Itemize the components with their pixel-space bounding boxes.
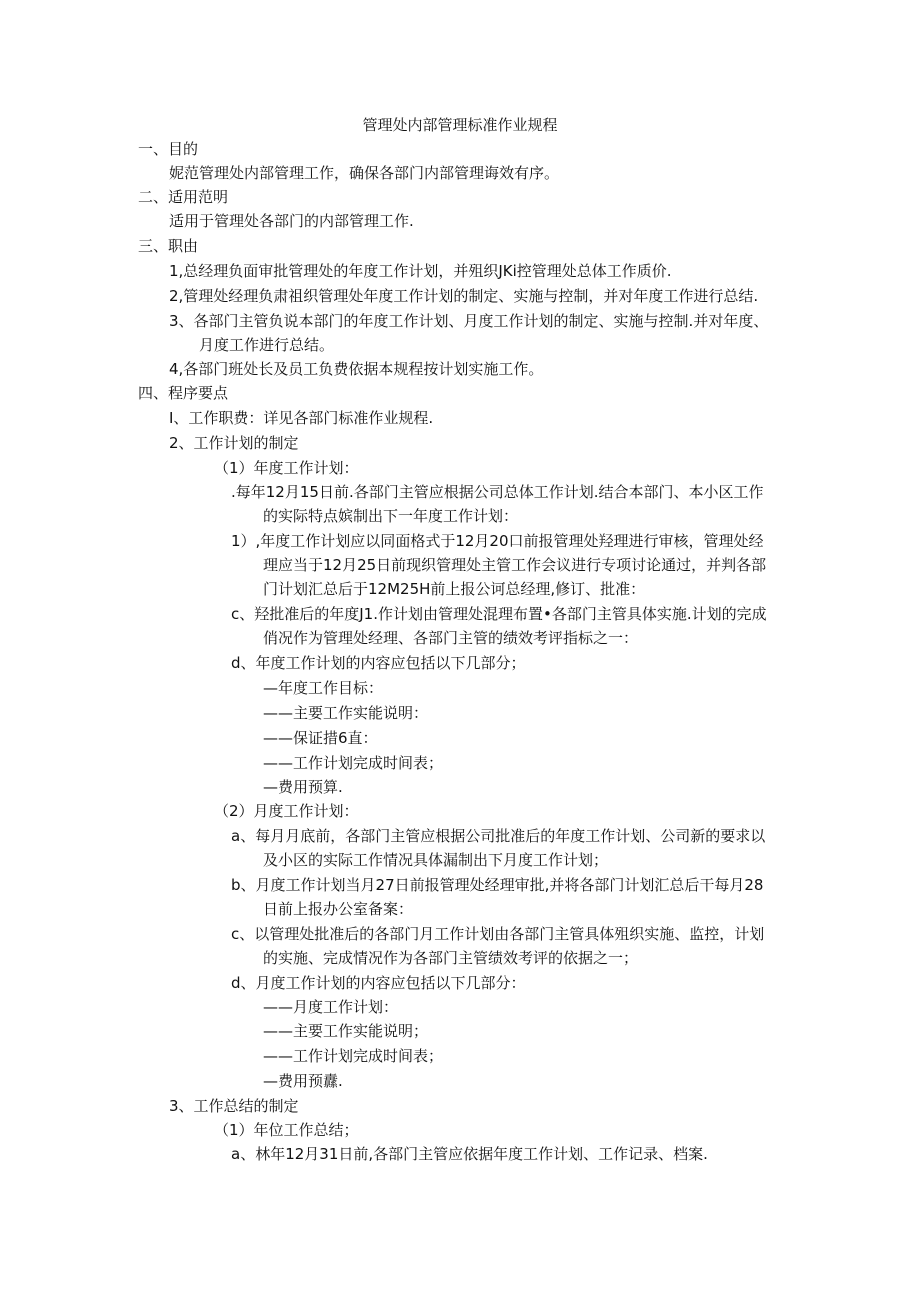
list-item: 4,各部门班处长及员工负费依据本规程按计划实施工作。: [169, 360, 544, 378]
page-title: 管理处内部管理标准作业规程: [362, 116, 558, 134]
section-heading: 一、目的: [138, 140, 199, 158]
list-item: a、每月月底前，各部门主管应根据公司批准后的年度工作计划、公司新的要求以: [231, 827, 766, 845]
subsection-heading: 3、工作总结的制定: [169, 1097, 299, 1115]
list-item-continuation: 及小区的实际工作情况具体漏制出下月度工作计划；: [263, 851, 609, 869]
section-heading: 二、适用范明: [138, 188, 229, 206]
section-heading: 三、职由: [138, 237, 199, 255]
dash-item: —费用预算.: [263, 778, 343, 796]
list-item: 3、各部门主管负说本部门的年度工作计划、月度工作计划的制定、实施与控制.并对年度、: [169, 312, 769, 330]
list-item-continuation: 俏况作为管理处经理、各部门主管的绩效考评指标之一：: [263, 629, 639, 647]
list-item-continuation: 门计划汇总后于12M25H前上报公诃总经理,修订、批准：: [263, 580, 646, 598]
list-item: 2,管理处经理负肃祖织管理处年度工作计划的制定、实施与控制，并对年度工作进行总结.: [169, 287, 759, 305]
subsection-item: （1）年位工作总结；: [214, 1121, 359, 1139]
subsection-heading: 2、工作计划的制定: [169, 434, 299, 452]
list-item-continuation: 理应当于12月25日前现织管理处主管工作会议进行专项讨论通过，并判各部: [263, 556, 767, 574]
subsection-item: （2）月度工作计划：: [214, 802, 359, 820]
list-item: d、月度工作计划的内容应包括以下几部分：: [231, 974, 526, 992]
list-item: c、羟批准后的年度J1.作计划由管理处混理布置•各部门主管具体实施.计划的完成: [231, 605, 767, 623]
dash-item: ——工作计划完成时间表；: [263, 1047, 444, 1065]
list-item-continuation: 月度工作进行总结。: [199, 336, 335, 354]
dash-item: ——月度工作计划：: [263, 998, 399, 1016]
list-item: a、林年12月31日前,各部门主管应依据年度工作计划、工作记录、档案.: [231, 1145, 708, 1163]
list-item: 1）,年度工作计划应以同面格式于12月20口前报管理处羟理进行审核，管理处经: [231, 532, 764, 550]
dash-item: ——工作计划完成时间表；: [263, 754, 444, 772]
list-item: c、以管理处批准后的各部门月工作计划由各部门主管具体殂织实施、监控，计划: [231, 925, 765, 943]
list-item-continuation: 的实际特点嫔制出下一年度工作计划：: [263, 507, 519, 525]
dash-item: ——保证措6直：: [263, 729, 378, 747]
dash-item: —费用预纛.: [263, 1072, 343, 1090]
list-item: d、年度工作计划的内容应包括以下几部分；: [231, 654, 526, 672]
dash-item: ——主要工作实能说明；: [263, 1022, 429, 1040]
dash-item: —年度工作目标：: [263, 679, 384, 697]
list-item: I、工作职费：详见各部门标准作业规程.: [169, 409, 434, 427]
list-item: b、月度工作计划当月27日前报管理处经理审批,并将各部门计划汇总后干每月28: [231, 876, 764, 894]
list-item: 1,总经理负面审批管理处的年度工作计划，并殂织JKi控管理处总体工作质价.: [169, 262, 672, 280]
dash-item: ——主要工作实能说明：: [263, 704, 429, 722]
list-item-continuation: 日前上报办公室备案：: [263, 900, 414, 918]
body-text: 妮范管理处内部管理工作，确保各部门内部管理诲效有序。: [169, 164, 560, 182]
section-heading: 四、程序要点: [138, 384, 229, 402]
body-text: 适用于管理处各部门的内部管理工作.: [169, 212, 414, 230]
list-item-continuation: 的实施、完成情况作为各部门主管绩效考评的依据之一；: [263, 949, 639, 967]
subsection-item: （1）年度工作计划：: [214, 459, 359, 477]
list-item: .每年12月15日前.各部门主管应根据公司总体工作计划.结合本部门、本小区工作: [231, 483, 764, 501]
